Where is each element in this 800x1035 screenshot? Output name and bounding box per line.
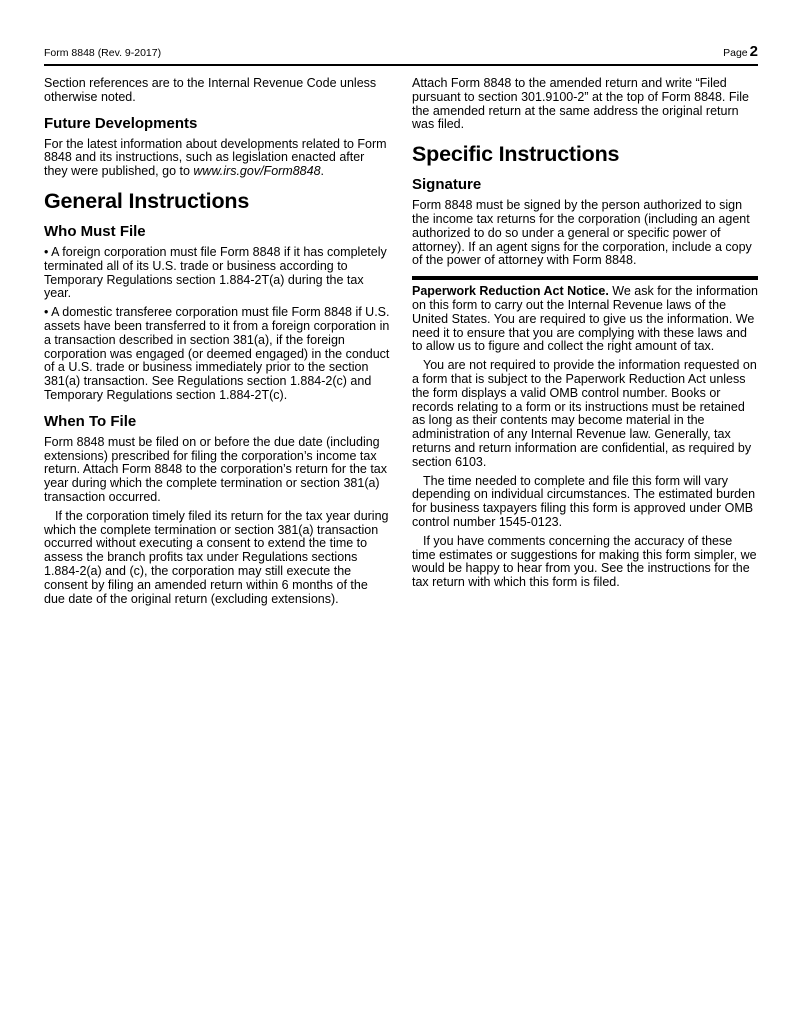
general-instructions-heading: General Instructions (44, 188, 250, 213)
who-must-file-heading: Who Must File (44, 222, 146, 240)
paperwork-notice-paragraph-2: You are not required to provide the information requested on a form that is subject to the Paperwork Reduction Act unless the form displays a valid OMB control number. Books or records relating to a form or its instructions must be retained as long as their contents may become material in the administration of any Internal Revenue law. Generally, tax returns and return information are confidential, as required by section 6103. (412, 358, 757, 469)
who-must-file-bullet-1: • A foreign corporation must file Form 8848 if it has completely terminated all of its U.S. trade or business according to Temporary Regulations section 1.884-2T(a) during the tax year. (44, 244, 387, 301)
paperwork-notice-lead: Paperwork Reduction Act Notice. (412, 284, 609, 299)
future-developments-text: For the latest information about developments related to Form 8848 and its instructions, such as legislation enacted after they were published, go to (44, 136, 387, 179)
who-must-file-bullet-2: • A domestic transferee corporation must file Form 8848 if U.S. assets have been transferred to it from a foreign corporation in a transaction described in section 381(a), if the foreign corporation was engaged (or deemed engaged) in the conduct of a U.S. trade or business immediately prior to the section 381(a) transaction. See Regulations section 1.884-2(c) and Temporary Regulations section 1.884-2T(c). (44, 305, 390, 402)
when-to-file-paragraph-2: If the corporation timely filed its return for the tax year during which the complete termination or section 381(a) transaction occurred without executing a consent to extend the time to assess the branch profits tax under Regulations sections 1.884-2(a) and (c), the corporation may still execute the consent by filing an amended return within 6 months of the due date of the original return (excluding extensions). (44, 508, 389, 606)
specific-instructions-heading: Specific Instructions (412, 142, 620, 167)
page-header (44, 43, 758, 66)
paperwork-notice-body: We ask for the information on this form to carry out the Internal Revenue laws of the United States. You are required to give us the information. We need it to ensure that you are complying with these laws and to allow us to figure and collect the right amount of tax. (412, 284, 758, 354)
signature-paragraph: Form 8848 must be signed by the person authorized to sign the income tax returns for the corporation (including an agent authorized to do so under a general or specific power of attorney). If an agent signs for the corporation, include a copy of the power of attorney with Form 8848. (412, 198, 752, 268)
right-column (412, 72, 758, 606)
page-number: 2 (749, 43, 758, 60)
attach-amended-return-paragraph: Attach Form 8848 to the amended return and write “Filed pursuant to section 301.9100-2” at the top of Form 8848. File the amended return at the same address the original return was filed. (412, 76, 750, 132)
paperwork-notice-paragraph-4: If you have comments concerning the accuracy of these time estimates or suggestions for making this form simpler, we would be happy to hear from you. See the instructions for the tax return with which this form is filed. (412, 533, 757, 590)
left-column (44, 72, 390, 606)
form-revision-label: Form 8848 (Rev. 9-2017) (44, 47, 162, 59)
signature-heading: Signature (412, 176, 482, 194)
when-to-file-heading: When To File (44, 412, 137, 430)
paperwork-notice-paragraph-3: The time needed to complete and file this form will vary depending on individual circumstances. The estimated burden for business taxpayers filing this form is approved under OMB control number 1545-0123. (412, 473, 756, 529)
irs-form-url-link[interactable]: www.irs.gov/Form8848 (193, 164, 321, 179)
notice-divider-rule (412, 276, 758, 280)
section-references-note: Section references are to the Internal Revenue Code unless otherwise noted. (44, 76, 377, 104)
page-label: Page (723, 47, 748, 59)
two-column-body (44, 72, 758, 606)
when-to-file-paragraph-1: Form 8848 must be filed on or before the due date (including extensions) prescribed for filing the corporation’s income tax return. Attach Form 8848 to the corporation’s return for the tax year during which the complete termination or section 381(a) transaction occurred. (44, 434, 388, 504)
future-developments-paragraph (44, 138, 390, 179)
future-developments-text-end: . (320, 164, 325, 179)
future-developments-heading: Future Developments (44, 114, 198, 132)
page-number-indicator (723, 43, 758, 60)
paperwork-reduction-act-notice (412, 285, 758, 354)
